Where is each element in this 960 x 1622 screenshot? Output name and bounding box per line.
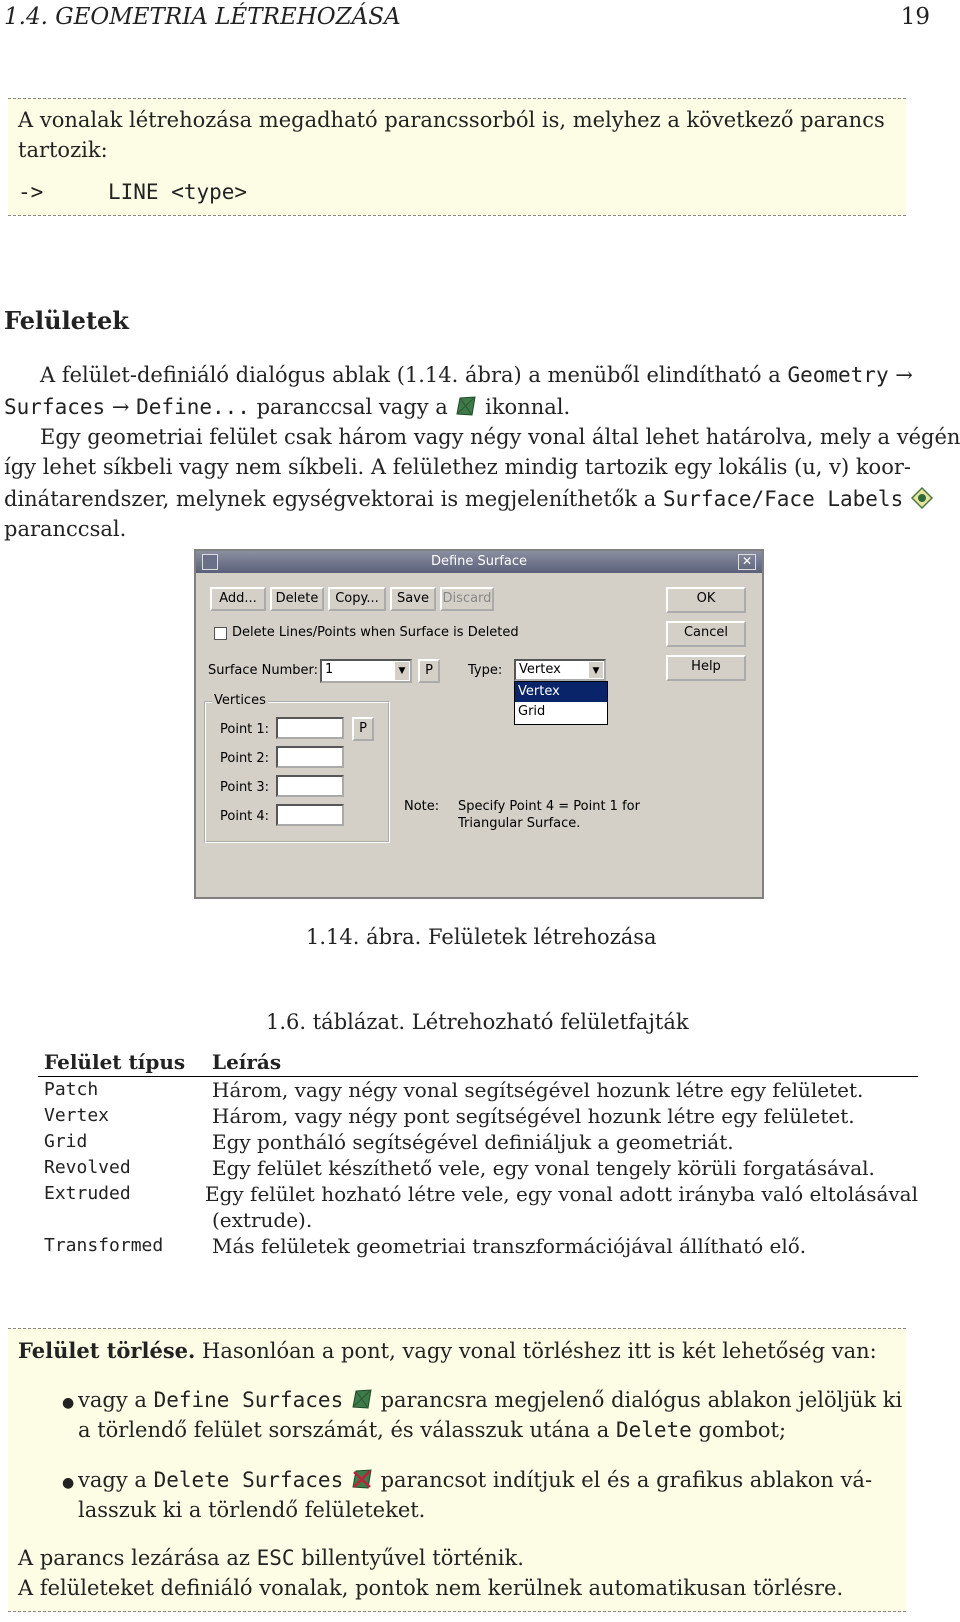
table-cell-desc: Más felületek geometriai transzformációjával állítható elő.	[212, 1234, 807, 1258]
b1-text3: a törlendő felület sorszámát, és válasszuk utána a	[78, 1418, 616, 1442]
para2-line1: Egy geometriai felület csak három vagy négy vonal által lehet határolva, mely a végén	[40, 425, 960, 449]
esc-text: A parancs lezárása az	[18, 1546, 257, 1570]
para1-line2	[4, 392, 570, 423]
box2-esc-line	[18, 1543, 524, 1574]
bullet-1-icon: ●	[62, 1395, 75, 1411]
para1-text2: paranccsal vagy a	[249, 395, 455, 419]
table-row	[38, 1077, 918, 1103]
table-cell-type: Vertex	[44, 1105, 110, 1126]
table-row	[38, 1129, 918, 1155]
table-cell-type	[38, 1207, 212, 1233]
type-option-vertex[interactable]: Vertex	[515, 682, 607, 702]
section-title: Felületek	[4, 306, 129, 335]
esc-text2: billentyűvel történik.	[294, 1546, 524, 1570]
surface-number-label: Surface Number:	[208, 663, 319, 678]
box2-intro-line	[18, 1335, 877, 1367]
table-cell-desc: Három, vagy négy pont segítségével hozunk létre egy felületet.	[212, 1104, 855, 1128]
type-select[interactable]	[514, 659, 606, 681]
table-cell-type: Extruded	[44, 1183, 131, 1204]
labels-icon	[910, 486, 934, 510]
box2-intro: Hasonlóan a pont, vagy vonal törléshez itt is két lehetőség van:	[195, 1339, 877, 1363]
vertices-group-label: Vertices	[214, 693, 266, 708]
table-row	[38, 1181, 918, 1207]
para2-line4: paranccsal.	[4, 517, 127, 541]
delete-surfaces-command: Delete Surfaces	[153, 1468, 344, 1492]
bullet1-line1	[78, 1385, 902, 1416]
arrow: →	[111, 395, 130, 419]
type-option-grid[interactable]: Grid	[518, 704, 546, 719]
table-cell-type: Transformed	[44, 1235, 164, 1256]
table-cell-type: Grid	[44, 1131, 88, 1152]
point1-field[interactable]	[276, 717, 344, 739]
cancel-button[interactable]: Cancel	[666, 621, 746, 647]
help-button[interactable]: Help	[666, 655, 746, 681]
running-header: 1.4. GEOMETRIA LÉTREHOZÁSA	[4, 4, 401, 30]
page-number: 19	[900, 4, 930, 30]
bullet1-line2	[78, 1415, 786, 1446]
para2-line2: így lehet síkbeli vagy nem síkbeli. A felülethez mindig tartozik egy lokális (u, v) koor-	[4, 455, 911, 479]
figure-caption: 1.14. ábra. Felületek létrehozása	[306, 925, 657, 949]
checkbox-label: Delete Lines/Points when Surface is Deleted	[232, 625, 519, 640]
box1-text2: tartozik:	[18, 138, 108, 162]
type-label: Type:	[468, 663, 503, 678]
esc-key: ESC	[256, 1546, 295, 1570]
point2-field[interactable]	[276, 746, 344, 768]
note-text1: Specify Point 4 = Point 1 for	[458, 799, 640, 814]
arrow: →	[895, 363, 913, 387]
table-cell-desc: Egy felület készíthető vele, egy vonal tengely körüli forgatásával.	[212, 1156, 875, 1180]
table-cell-desc: Egy pontháló segítségével definiáljuk a geometriát.	[212, 1130, 734, 1154]
b1-text4: gombot;	[691, 1418, 787, 1442]
para2-text: dinátarendszer, melynek egységvektorai is megjeleníthetők a	[4, 487, 663, 511]
table-cell-type: Revolved	[44, 1157, 131, 1178]
table-cell-desc: (extrude).	[212, 1208, 313, 1232]
point3-label: Point 3:	[220, 780, 270, 795]
note-text2: Triangular Surface.	[458, 816, 581, 831]
surface-number-select[interactable]	[320, 659, 412, 683]
pick-point-button[interactable]: P	[352, 717, 374, 741]
box1-text: A vonalak létrehozása megadható parancssorból is, melyhez a következő parancs	[18, 108, 885, 132]
pick-surface-button[interactable]: P	[418, 659, 440, 683]
table-row	[38, 1233, 918, 1259]
para1-text: A felület-definiáló dialógus ablak (1.14. ábra) a menüből elindítható a	[40, 363, 788, 387]
chevron-down-icon[interactable]: ▼	[395, 662, 409, 680]
surface-types-table	[38, 1048, 918, 1259]
dialog-titlebar	[196, 551, 762, 573]
copy-button[interactable]: Copy...	[328, 587, 386, 611]
bullet2-line2: lasszuk ki a törlendő felületeket.	[78, 1498, 426, 1522]
surface-number-value: 1	[325, 662, 334, 677]
delete-surface-box	[8, 1328, 906, 1612]
point4-field[interactable]	[276, 804, 344, 826]
command-box	[8, 98, 906, 216]
para2-line3	[4, 484, 934, 515]
point2-label: Point 2:	[220, 751, 270, 766]
table-header-desc: Leírás	[212, 1050, 282, 1074]
b1-text2: parancsra megjelenő dialógus ablakon jelöljük ki	[373, 1388, 903, 1412]
bullet-2-icon: ●	[62, 1475, 75, 1491]
table-row	[38, 1155, 918, 1181]
box1-prompt: ->	[18, 180, 44, 204]
delete-command: Delete	[615, 1418, 692, 1442]
discard-button[interactable]: Discard	[440, 587, 494, 611]
table-row	[38, 1207, 918, 1233]
table-header-type: Felület típus	[44, 1050, 186, 1074]
define-surface-dialog	[194, 549, 764, 899]
close-icon[interactable]: ✕	[738, 554, 756, 570]
save-button[interactable]: Save	[390, 587, 436, 611]
add-button[interactable]: Add...	[210, 587, 266, 611]
menu-define: Define...	[136, 395, 250, 419]
table-cell-type: Patch	[44, 1079, 99, 1100]
table-row	[38, 1103, 918, 1129]
chevron-down-icon[interactable]: ▼	[589, 662, 603, 678]
dialog-title: Define Surface	[430, 554, 528, 569]
define-surfaces-command: Define Surfaces	[153, 1388, 344, 1412]
type-dropdown-list	[514, 681, 608, 725]
box1-command: LINE <type>	[108, 180, 248, 204]
menu-geometry: Geometry	[787, 363, 889, 387]
b2-text: vagy a	[78, 1468, 154, 1492]
b2-text2: parancsot indítjuk el és a grafikus ablakon vá-	[373, 1468, 873, 1492]
define-surface-icon	[350, 1387, 374, 1411]
box2-title: Felület törlése.	[18, 1338, 196, 1363]
window-menu-icon[interactable]	[202, 554, 218, 570]
define-surface-icon	[454, 394, 478, 418]
box2-last-line: A felületeket definiáló vonalak, pontok nem kerülnek automatikusan törlésre.	[18, 1576, 844, 1600]
bullet2-line1	[78, 1465, 872, 1496]
point1-label: Point 1:	[220, 722, 270, 737]
delete-button[interactable]: Delete	[270, 587, 324, 611]
b1-text: vagy a	[78, 1388, 154, 1412]
ok-button[interactable]: OK	[666, 587, 746, 613]
type-value: Vertex	[519, 662, 561, 677]
note-label: Note:	[404, 799, 440, 814]
table-cell-desc: Egy felület hozható létre vele, egy vonal adott irányba való eltolásával	[205, 1182, 918, 1206]
table-cell-desc: Három, vagy négy vonal segítségével hozunk létre egy felületet.	[212, 1078, 864, 1102]
surface-face-labels-command: Surface/Face Labels	[663, 487, 904, 511]
delete-surface-icon	[350, 1467, 374, 1491]
menu-surfaces: Surfaces	[4, 395, 106, 419]
para1-text3: ikonnal.	[478, 395, 571, 419]
table-caption: 1.6. táblázat. Létrehozható felületfajták	[266, 1010, 689, 1034]
point4-label: Point 4:	[220, 809, 270, 824]
para1-line1	[40, 360, 913, 391]
delete-lines-checkbox[interactable]	[214, 627, 227, 640]
point3-field[interactable]	[276, 775, 344, 797]
